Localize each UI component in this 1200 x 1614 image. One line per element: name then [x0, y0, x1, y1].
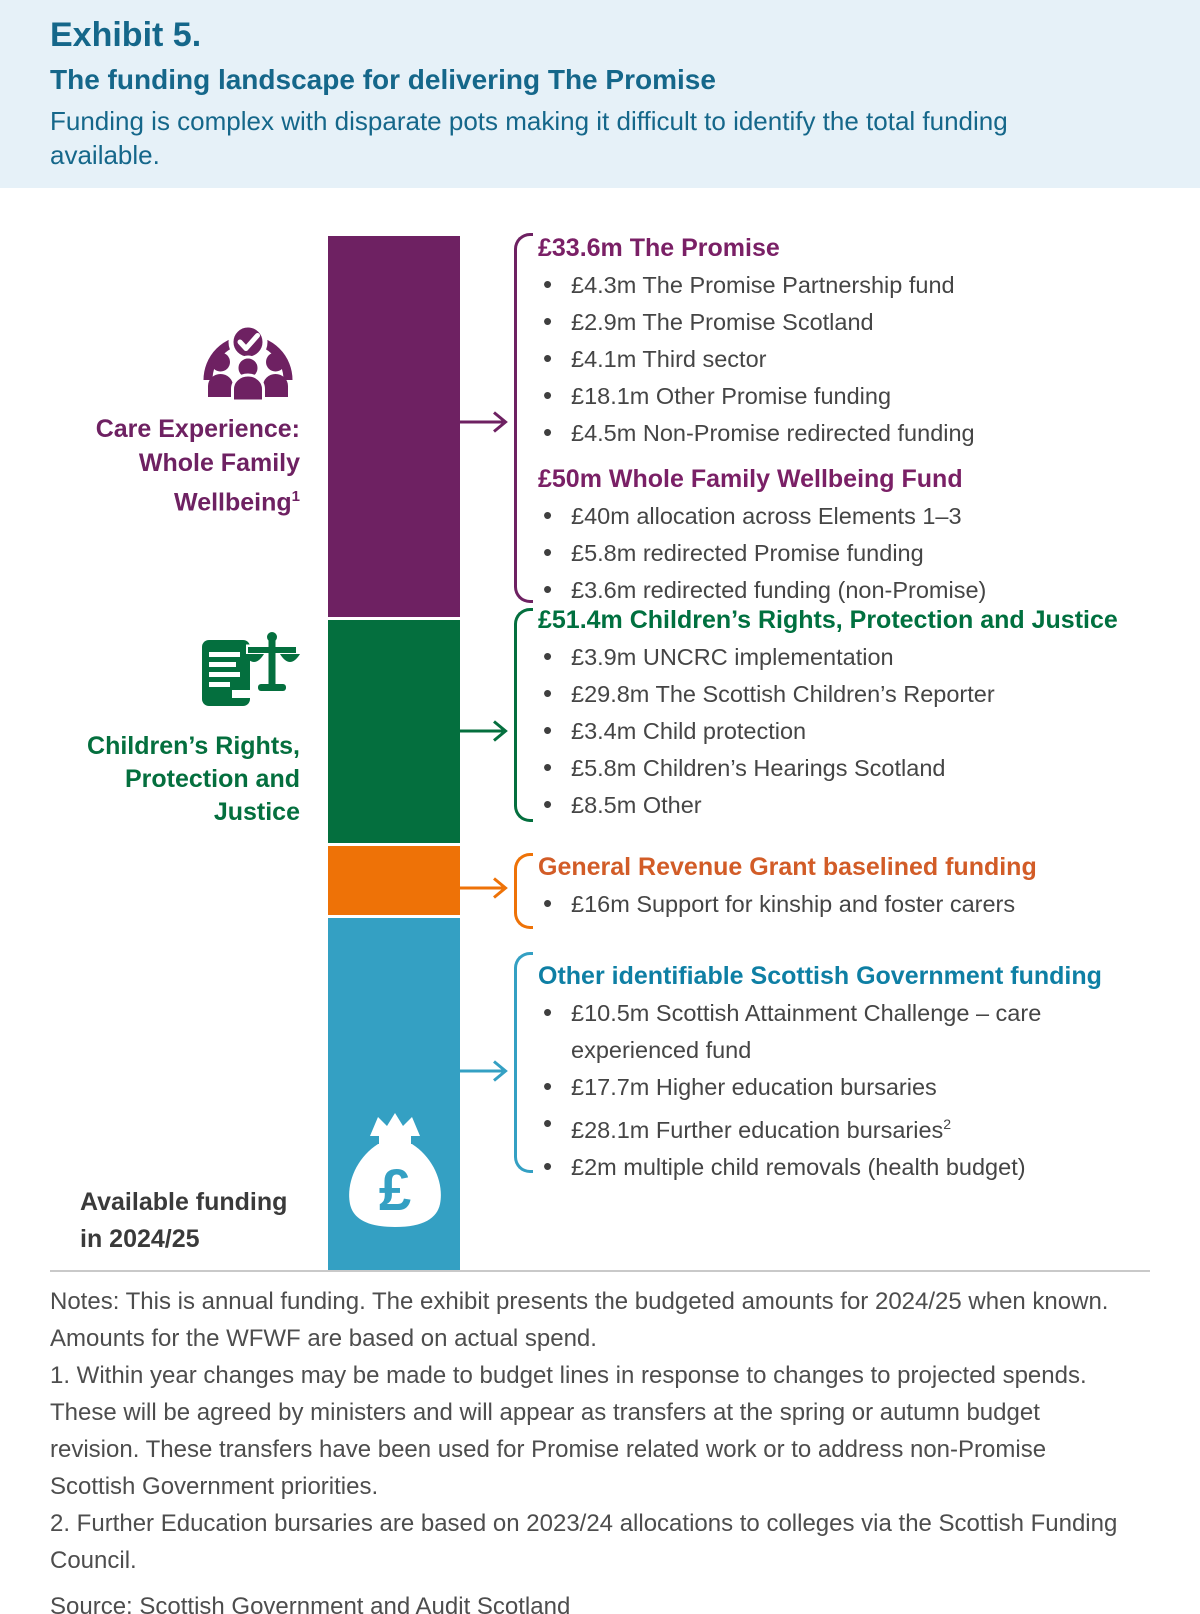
funding-group-heading: £33.6m The Promise	[538, 234, 780, 262]
notes-block	[50, 1283, 1122, 1614]
arrow-childrens-rights-icon	[458, 718, 516, 744]
bar-axis-label-available-funding: Available funding in 2024/25	[80, 1188, 288, 1253]
funding-item: • £4.3m The Promise Partnership fund	[538, 267, 1163, 304]
funding-item: • £4.1m Third sector	[538, 341, 1163, 378]
segment-label-care-experience: Care Experience: Whole Family Wellbeing$^1$	[95, 415, 300, 517]
bar-segment-care-experience	[328, 236, 460, 617]
funding-group-heading: Other identifiable Scottish Government funding	[538, 962, 1102, 990]
bar-segment-childrens-rights	[328, 620, 460, 843]
notes-paragraph: Notes: This is annual funding. The exhibit presents the budgeted amounts for 2024/25 when known. Amounts for the WFWF are based on actual spend.	[50, 1288, 1109, 1352]
arrow-care-experience-icon	[458, 409, 516, 435]
funding-item: • £2.9m The Promise Scotland	[538, 304, 1163, 341]
funding-item: • £5.8m Children’s Hearings Scotland	[538, 750, 1163, 787]
footnote-marker-2: 2	[943, 1116, 952, 1132]
funding-item: • £17.7m Higher education bursaries	[538, 1069, 1163, 1106]
bracket-other-funding	[514, 952, 533, 1173]
exhibit-header	[0, 0, 1200, 188]
funding-group-heading: £50m Whole Family Wellbeing Fund	[538, 465, 963, 493]
bracket-general-revenue	[514, 853, 533, 929]
funding-item: • £10.5m Scottish Attainment Challenge – care experienced fund	[538, 995, 1163, 1069]
page-subtitle: Funding is complex with disparate pots making it difficult to identify the total funding available.	[50, 106, 1008, 170]
segment-label-childrens-rights: Children’s Rights, Protection and Justice	[87, 732, 300, 826]
bar-segment-general-revenue-grant	[328, 846, 460, 915]
funding-item: • £40m allocation across Elements 1–3	[538, 498, 1163, 535]
funding-item: • £29.8m The Scottish Children’s Reporter	[538, 676, 1163, 713]
arrow-general-revenue-icon	[458, 875, 516, 901]
funding-detail-general-revenue	[538, 849, 1163, 923]
funding-item: • £3.6m redirected funding (non-Promise)	[538, 572, 1163, 609]
source-line: Source: Scottish Government and Audit Scotland	[50, 1593, 571, 1614]
funding-item: • £3.9m UNCRC implementation	[538, 639, 1163, 676]
funding-detail-other-funding	[538, 958, 1163, 1186]
bracket-care-experience	[514, 233, 533, 603]
bracket-childrens-rights	[514, 608, 533, 822]
notes-paragraph: 1. Within year changes may be made to budget lines in response to changes to projected spends. These will be agreed by ministers and will appear as transfers at the spring or autumn budget revision. These transfers have been used for Promise related work or to address non-Promise Scottish Government priorities.	[50, 1362, 1087, 1500]
notes-paragraph: 2. Further Education bursaries are based on 2023/24 allocations to colleges via the Scottish Funding Council.	[50, 1510, 1118, 1574]
funding-item: • £3.4m Child protection	[538, 713, 1163, 750]
funding-group-heading: General Revenue Grant baselined funding	[538, 853, 1037, 881]
funding-list	[538, 995, 1163, 1186]
funding-item: • £28.1m Further education bursaries$^2$	[538, 1106, 1163, 1149]
funding-detail-care-experience	[538, 230, 1163, 609]
page-title: The funding landscape for delivering The Promise	[50, 64, 716, 95]
justice-scroll-icon	[192, 628, 304, 725]
funding-list	[538, 498, 1163, 609]
pound-symbol: £	[378, 1158, 412, 1223]
funding-list	[538, 639, 1163, 824]
footnote-marker-1: 1	[291, 488, 300, 505]
funding-item: • £5.8m redirected Promise funding	[538, 535, 1163, 572]
family-wellbeing-icon	[198, 318, 298, 419]
funding-item: • £16m Support for kinship and foster carers	[538, 886, 1163, 923]
chart-bottom-divider	[50, 1270, 1150, 1272]
funding-list	[538, 886, 1163, 923]
funding-item: • £8.5m Other	[538, 787, 1163, 824]
funding-item: • £18.1m Other Promise funding	[538, 378, 1163, 415]
funding-group-heading: £51.4m Children’s Rights, Protection and Justice	[538, 606, 1118, 634]
funding-list	[538, 267, 1163, 452]
exhibit-number: Exhibit 5.	[50, 16, 202, 54]
money-bag-icon	[336, 1106, 454, 1251]
funding-item: • £4.5m Non-Promise redirected funding	[538, 415, 1163, 452]
funding-item: • £2m multiple child removals (health budget)	[538, 1149, 1163, 1186]
arrow-other-funding-icon	[458, 1058, 516, 1084]
funding-detail-childrens-rights	[538, 602, 1163, 824]
